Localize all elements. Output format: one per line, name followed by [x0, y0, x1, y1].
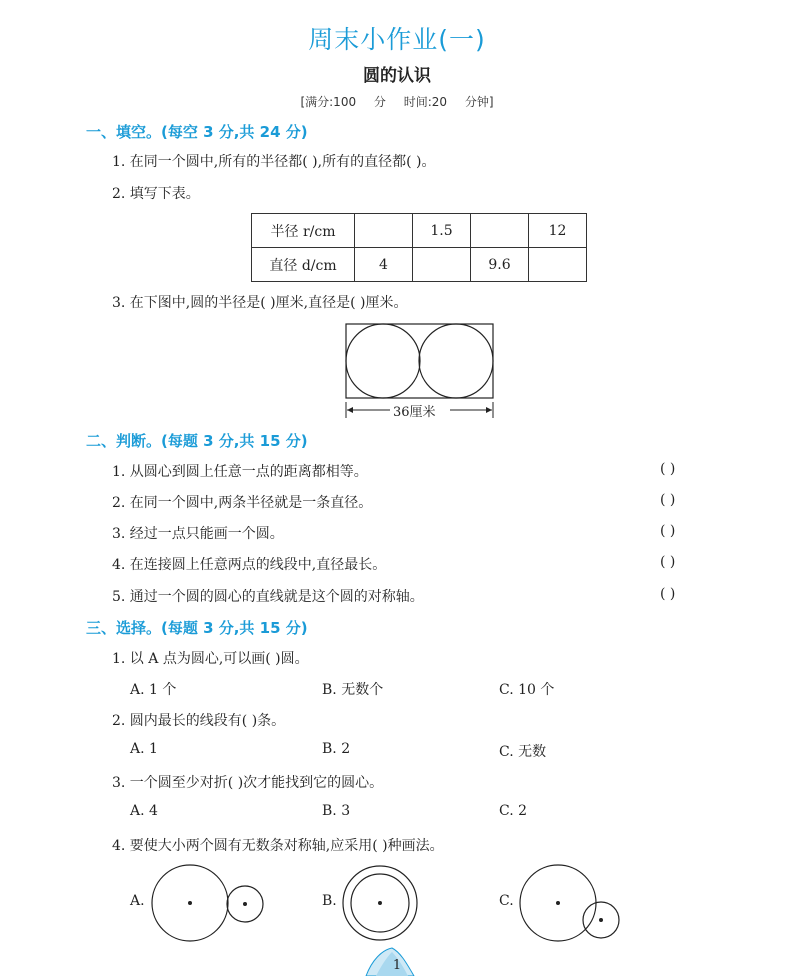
score-time-info: [满分:100 分 时间:20 分钟]	[300, 95, 494, 109]
answer-paren[interactable]: ( )	[660, 461, 676, 477]
table-cell: 1.5	[413, 214, 471, 248]
choice-option[interactable]: C. 2	[499, 803, 528, 819]
table-cell	[471, 214, 529, 248]
choice-option[interactable]: B. 无数个	[322, 682, 384, 698]
judge-item: 4. 在连接圆上任意两点的线段中,直径最长。	[112, 557, 387, 573]
answer-paren[interactable]: ( )	[660, 554, 676, 570]
choice-q2: 2. 圆内最长的线段有( )条。	[112, 713, 286, 729]
section1-q1: 1. 在同一个圆中,所有的半径都( ),所有的直径都( )。	[112, 154, 436, 170]
table-row-label: 半径 r/cm	[252, 214, 355, 248]
answer-paren[interactable]: ( )	[660, 492, 676, 508]
table-cell: 12	[529, 214, 587, 248]
choice-option[interactable]: A. 1 个	[130, 682, 177, 698]
choice-option-label[interactable]: C.	[499, 893, 514, 909]
figure-length-label: 36厘米	[393, 405, 436, 420]
table-row	[252, 248, 587, 282]
choice-option[interactable]: C. 无数	[499, 744, 547, 760]
section1-heading: 一、填空。(每空 3 分,共 24 分)	[86, 123, 308, 141]
table-cell	[355, 214, 413, 248]
choice-q3: 3. 一个圆至少对折( )次才能找到它的圆心。	[112, 775, 384, 791]
judge-item: 2. 在同一个圆中,两条半径就是一条直径。	[112, 495, 373, 511]
section1-q3: 3. 在下图中,圆的半径是( )厘米,直径是( )厘米。	[112, 295, 408, 311]
table-cell: 4	[355, 248, 413, 282]
option-a-circles-figure	[148, 862, 268, 946]
table-cell	[413, 248, 471, 282]
choice-q4: 4. 要使大小两个圆有无数条对称轴,应采用( )种画法。	[112, 838, 444, 854]
option-c-circles-figure	[515, 862, 625, 946]
choice-option[interactable]: B. 3	[322, 803, 351, 819]
page-subtitle: 圆的认识	[363, 66, 431, 86]
radius-diameter-table	[251, 213, 587, 282]
choice-option[interactable]: C. 10 个	[499, 682, 555, 698]
table-row-label: 直径 d/cm	[252, 248, 355, 282]
answer-paren[interactable]: ( )	[660, 523, 676, 539]
table-cell: 9.6	[471, 248, 529, 282]
page-title: 周末小作业(一)	[308, 25, 486, 54]
choice-q1: 1. 以 A 点为圆心,可以画( )圆。	[112, 651, 309, 667]
choice-option[interactable]: A. 1	[130, 741, 158, 757]
choice-option-label[interactable]: A.	[130, 893, 145, 909]
section3-heading: 三、选择。(每题 3 分,共 15 分)	[86, 619, 308, 637]
choice-option[interactable]: B. 2	[322, 741, 351, 757]
section1-q2: 2. 填写下表。	[112, 186, 200, 202]
choice-option-label[interactable]: B.	[322, 893, 337, 909]
table-cell	[529, 248, 587, 282]
option-b-circles-figure	[340, 862, 424, 946]
section2-heading: 二、判断。(每题 3 分,共 15 分)	[86, 432, 308, 450]
answer-paren[interactable]: ( )	[660, 586, 676, 602]
judge-item: 3. 经过一点只能画一个圆。	[112, 526, 284, 542]
table-row	[252, 214, 587, 248]
page-number: 1	[392, 958, 402, 973]
judge-item: 1. 从圆心到圆上任意一点的距离都相等。	[112, 464, 368, 480]
choice-option[interactable]: A. 4	[130, 803, 158, 819]
judge-item: 5. 通过一个圆的圆心的直线就是这个圆的对称轴。	[112, 589, 424, 605]
